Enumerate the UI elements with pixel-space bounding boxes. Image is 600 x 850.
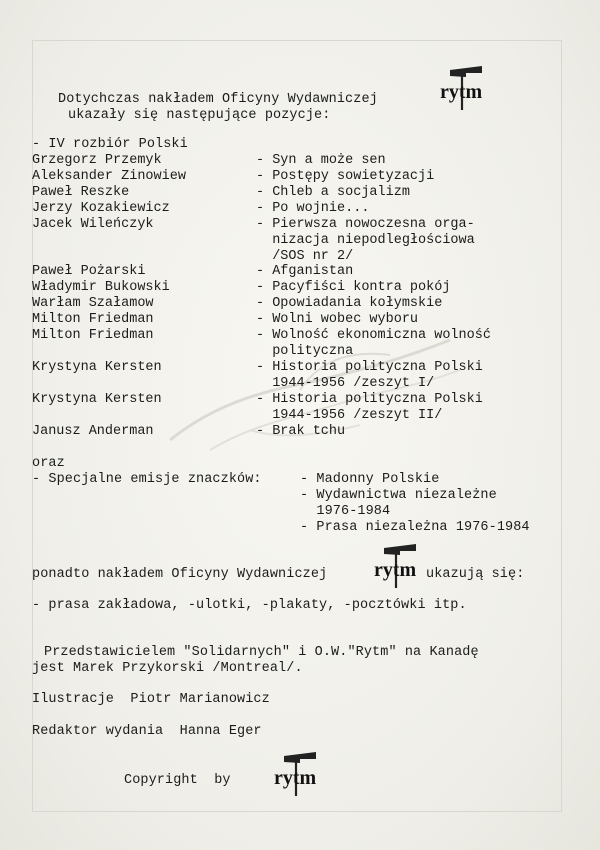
illustrations-credit: Ilustracje Piotr Marianowicz [32, 692, 270, 707]
book-title-continued: polityczna [256, 344, 354, 359]
oraz-label: oraz [32, 456, 65, 471]
stamp-item-continued: 1976-1984 [300, 504, 391, 519]
book-author: Jerzy Kozakiewicz [32, 201, 170, 216]
logo-text: rytm [440, 81, 483, 103]
book-author: Paweł Reszke [32, 185, 130, 200]
book-author: Krystyna Kersten [32, 360, 162, 375]
rytm-logo-middle [370, 540, 420, 590]
book-author: Jacek Wileńczyk [32, 217, 154, 232]
book-author: Krystyna Kersten [32, 392, 162, 407]
book-title: - Chleb a socjalizm [256, 185, 410, 200]
book-title-continued: 1944-1956 /zeszyt I/ [256, 376, 435, 391]
book-title-continued: 1944-1956 /zeszyt II/ [256, 408, 443, 423]
misc-publications: - prasa zakładowa, -ulotki, -plakaty, -pocztówki itp. [32, 598, 467, 613]
logo-text: rytm [274, 767, 317, 789]
book-title: - Syn a może sen [256, 153, 386, 168]
stamp-item: - Wydawnictwa niezależne [300, 488, 497, 503]
rytm-logo-bottom [270, 748, 320, 798]
intro-line-1: Dotychczas nakładem Oficyny Wydawniczej [58, 92, 378, 107]
stamp-item: - Prasa niezależna 1976-1984 [300, 520, 530, 535]
book-title: - Pierwsza nowoczesna orga- [256, 217, 475, 232]
book-title: - Pacyfiści kontra pokój [256, 280, 451, 295]
book-title: - Opowiadania kołymskie [256, 296, 443, 311]
logo-text: rytm [374, 559, 417, 581]
book-title: - Wolność ekonomiczna wolność [256, 328, 491, 343]
editor-credit: Redaktor wydania Hanna Eger [32, 724, 262, 739]
book-title-continued: nizacja niepodległościowa [256, 233, 475, 248]
stamps-label: - Specjalne emisje znaczków: [32, 472, 262, 487]
intro-line-2: ukazały się następujące pozycje: [68, 108, 331, 123]
rytm-logo-top [436, 62, 486, 112]
book-author: Aleksander Zinowiew [32, 169, 186, 184]
book-author: Grzegorz Przemyk [32, 153, 162, 168]
book-author: Milton Friedman [32, 328, 154, 343]
book-author: Janusz Anderman [32, 424, 154, 439]
book-title: - Afganistan [256, 264, 354, 279]
book-author: Paweł Pożarski [32, 264, 146, 279]
book-title: - Postępy sowietyzacji [256, 169, 435, 184]
book-title: - Wolni wobec wyboru [256, 312, 419, 327]
book-author: Milton Friedman [32, 312, 154, 327]
book-author: Władymir Bukowski [32, 280, 170, 295]
first-item: - IV rozbiór Polski [32, 137, 188, 152]
ponadto-text-after: ukazują się: [426, 567, 525, 582]
book-author: Warłam Szałamow [32, 296, 154, 311]
book-title: - Brak tchu [256, 424, 346, 439]
book-title: - Historia polityczna Polski [256, 360, 483, 375]
representative-line-2: jest Marek Przykorski /Montreal/. [32, 661, 303, 676]
book-title: - Historia polityczna Polski [256, 392, 483, 407]
representative-line-1: Przedstawicielem "Solidarnych" i O.W."Rytm" na Kanadę [44, 645, 479, 660]
ponadto-text-before: ponadto nakładem Oficyny Wydawniczej [32, 567, 328, 582]
book-title-continued: /SOS nr 2/ [256, 249, 354, 264]
book-title: - Po wojnie... [256, 201, 370, 216]
copyright-text: Copyright by [124, 773, 231, 788]
stamp-item: - Madonny Polskie [300, 472, 440, 487]
